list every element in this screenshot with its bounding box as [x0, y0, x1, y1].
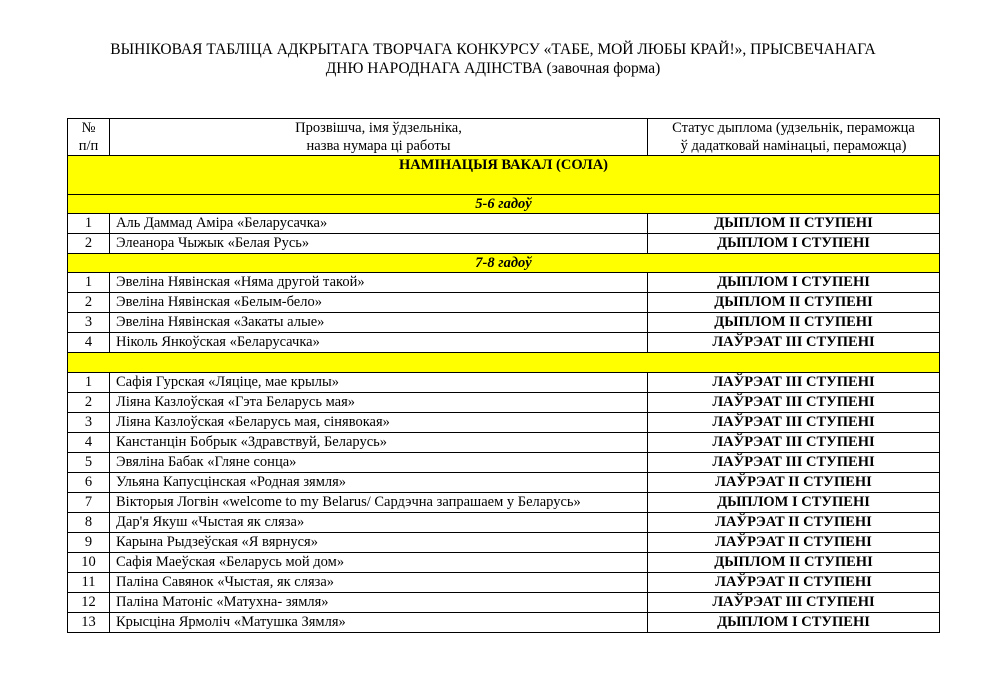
table-row: [68, 453, 940, 473]
document-title: [40, 40, 946, 78]
table-row: [68, 393, 940, 413]
table-row: [68, 273, 940, 293]
table-row: [68, 613, 940, 633]
participant-name: Ліяна Казлоўская «Беларусь мая, сінявокая»: [110, 413, 648, 433]
age-group-row: [68, 353, 940, 373]
table-row: [68, 553, 940, 573]
table-header-row: [68, 119, 940, 156]
title-line-2: ДНЮ НАРОДНАГА АДІНСТВА (завочная форма): [325, 60, 661, 77]
participant-name: Сафія Гурская «Ляціце, мае крылы»: [110, 373, 648, 393]
row-number: 4: [68, 433, 110, 453]
row-number: 3: [68, 413, 110, 433]
age-group-row: [68, 195, 940, 214]
age-group-label: 5-6 гадоў: [68, 195, 940, 214]
table-row: [68, 573, 940, 593]
table-row: [68, 373, 940, 393]
row-number: 2: [68, 234, 110, 254]
nomination-row: [68, 156, 940, 195]
row-number: 7: [68, 493, 110, 513]
diploma-status: ДЫПЛОМ І СТУПЕНІ: [648, 493, 940, 513]
header-status-line1: Статус дыплома (удзельнік, пераможца: [672, 120, 915, 136]
age-group-row: [68, 254, 940, 273]
table-row: [68, 413, 940, 433]
participant-name: Канстанцін Бобрык «Здравствуй, Беларусь»: [110, 433, 648, 453]
participant-name: Сафія Маеўская «Беларусь мой дом»: [110, 553, 648, 573]
diploma-status: ДЫПЛОМ І СТУПЕНІ: [648, 234, 940, 254]
results-table: [67, 118, 940, 633]
diploma-status: ДЫПЛОМ ІІ СТУПЕНІ: [648, 214, 940, 234]
participant-name: Ліяна Казлоўская «Гэта Беларусь мая»: [110, 393, 648, 413]
table-row: [68, 513, 940, 533]
nomination-title: НАМІНАЦЫЯ ВАКАЛ (СОЛА): [68, 156, 940, 195]
participant-name: Крысціна Ярмоліч «Матушка Зямля»: [110, 613, 648, 633]
diploma-status: ЛАЎРЭАТ ІІ СТУПЕНІ: [648, 573, 940, 593]
row-number: 3: [68, 313, 110, 333]
participant-name: Карына Рыдзеўская «Я вярнуся»: [110, 533, 648, 553]
title-line-1: ВЫНІКОВАЯ ТАБЛІЦА АДКРЫТАГА ТВОРЧАГА КОНКУРСУ «ТАБЕ, МОЙ ЛЮБЫ КРАЙ!», ПРЫСВЕЧАНАГА: [110, 41, 876, 58]
table-row: [68, 433, 940, 453]
diploma-status: ЛАЎРЭАТ ІІІ СТУПЕНІ: [648, 373, 940, 393]
header-num: [68, 119, 110, 156]
participant-name: Эвеліна Нявінская «Белым-бело»: [110, 293, 648, 313]
diploma-status: ЛАЎРЭАТ ІІ СТУПЕНІ: [648, 473, 940, 493]
row-number: 2: [68, 393, 110, 413]
table-row: [68, 493, 940, 513]
row-number: 1: [68, 214, 110, 234]
age-group-label: 7-8 гадоў: [68, 254, 940, 273]
header-num-line1: №: [81, 120, 96, 136]
table-row: [68, 293, 940, 313]
diploma-status: ДЫПЛОМ ІІ СТУПЕНІ: [648, 313, 940, 333]
table-row: [68, 234, 940, 254]
table-row: [68, 333, 940, 353]
row-number: 5: [68, 453, 110, 473]
header-name-line2: назва нумара ці работы: [306, 138, 451, 154]
row-number: 12: [68, 593, 110, 613]
diploma-status: ЛАЎРЭАТ ІІІ СТУПЕНІ: [648, 433, 940, 453]
row-number: 1: [68, 373, 110, 393]
participant-name: Дар'я Якуш «Чыстая як сляза»: [110, 513, 648, 533]
header-num-line2: п/п: [78, 138, 99, 154]
table-row: [68, 473, 940, 493]
diploma-status: ЛАЎРЭАТ ІІІ СТУПЕНІ: [648, 453, 940, 473]
diploma-status: ЛАЎРЭАТ ІІ СТУПЕНІ: [648, 533, 940, 553]
row-number: 10: [68, 553, 110, 573]
participant-name: Элеанора Чыжык «Белая Русь»: [110, 234, 648, 254]
diploma-status: ДЫПЛОМ І СТУПЕНІ: [648, 273, 940, 293]
participant-name: Паліна Савянок «Чыстая, як сляза»: [110, 573, 648, 593]
row-number: 1: [68, 273, 110, 293]
row-number: 2: [68, 293, 110, 313]
table-row: [68, 593, 940, 613]
row-number: 11: [68, 573, 110, 593]
diploma-status: ЛАЎРЭАТ ІІІ СТУПЕНІ: [648, 593, 940, 613]
diploma-status: ЛАЎРЭАТ ІІІ СТУПЕНІ: [648, 413, 940, 433]
diploma-status: ДЫПЛОМ ІІ СТУПЕНІ: [648, 553, 940, 573]
diploma-status: ДЫПЛОМ ІІ СТУПЕНІ: [648, 293, 940, 313]
participant-name: Вікторыя Логвін «welcome to my Belarus/ Сардэчна запрашаем у Беларусь»: [110, 493, 648, 513]
participant-name: Эвяліна Бабак «Гляне сонца»: [110, 453, 648, 473]
row-number: 4: [68, 333, 110, 353]
table-row: [68, 313, 940, 333]
diploma-status: ДЫПЛОМ І СТУПЕНІ: [648, 613, 940, 633]
diploma-status: ЛАЎРЭАТ ІІ СТУПЕНІ: [648, 513, 940, 533]
participant-name: Аль Даммад Аміра «Беларусачка»: [110, 214, 648, 234]
table-row: [68, 214, 940, 234]
diploma-status: ЛАЎРЭАТ ІІІ СТУПЕНІ: [648, 393, 940, 413]
participant-name: Эвеліна Нявінская «Няма другой такой»: [110, 273, 648, 293]
participant-name: Ульяна Капусцінская «Родная зямля»: [110, 473, 648, 493]
row-number: 6: [68, 473, 110, 493]
header-name-line1: Прозвішча, імя ўдзельніка,: [295, 120, 462, 136]
diploma-status: ЛАЎРЭАТ ІІІ СТУПЕНІ: [648, 333, 940, 353]
row-number: 9: [68, 533, 110, 553]
header-name: [110, 119, 648, 156]
participant-name: Ніколь Янкоўская «Беларусачка»: [110, 333, 648, 353]
participant-name: Паліна Матоніс «Матухна- зямля»: [110, 593, 648, 613]
header-status: [648, 119, 940, 156]
header-status-line2: ў дадатковай намінацыі, пераможца): [680, 138, 907, 154]
table-row: [68, 533, 940, 553]
participant-name: Эвеліна Нявінская «Закаты алые»: [110, 313, 648, 333]
row-number: 13: [68, 613, 110, 633]
row-number: 8: [68, 513, 110, 533]
age-group-label: [68, 353, 940, 373]
